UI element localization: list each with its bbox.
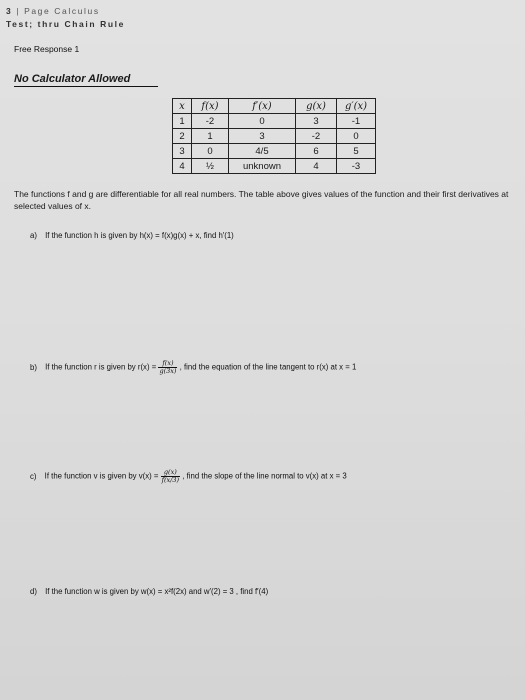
- problem-d-label: d): [30, 587, 37, 596]
- table-row: [173, 114, 376, 129]
- table-header-row: [173, 99, 376, 114]
- section-title: Free Response 1: [14, 44, 80, 54]
- table-cell: 0: [192, 144, 229, 159]
- table-cell: 1: [192, 129, 229, 144]
- table-cell: -2: [192, 114, 229, 129]
- table-cell: 3: [173, 144, 192, 159]
- fraction-denominator: f(x/3): [161, 476, 180, 484]
- page-number: 3: [6, 6, 13, 16]
- problem-c-pre: If the function v is given by v(x) =: [44, 471, 159, 481]
- fraction-numerator: f(x): [158, 360, 177, 368]
- table-cell: ½: [192, 159, 229, 174]
- table-cell: 3: [229, 129, 296, 144]
- problem-b: [30, 360, 356, 375]
- table-cell: 4: [173, 159, 192, 174]
- table-cell: 6: [296, 144, 337, 159]
- values-table: [172, 98, 376, 174]
- problem-c-post: , find the slope of the line normal to v(x) at x = 3: [182, 471, 347, 481]
- header-g-prime: g′(x): [337, 99, 376, 114]
- header-x: x: [173, 99, 192, 114]
- header-g: g(x): [296, 99, 337, 114]
- table-row: [173, 129, 376, 144]
- problem-a-text: If the function h is given by h(x) = f(x)g(x) + x, find h′(1): [45, 231, 234, 240]
- table-cell: 0: [337, 129, 376, 144]
- problem-c-label: c): [30, 471, 37, 481]
- problem-intro: The functions f and g are differentiable for all real numbers. The table above gives values of the function and their first derivatives at selected values of x.: [14, 189, 509, 211]
- table-cell: 2: [173, 129, 192, 144]
- fraction-numerator: g(x): [161, 469, 180, 477]
- problem-a-label: a): [30, 231, 37, 240]
- table-cell: 1: [173, 114, 192, 129]
- table-row: [173, 159, 376, 174]
- test-title: Test; thru Chain Rule: [6, 19, 125, 29]
- course-name: Calculus: [54, 6, 100, 16]
- table-cell: 5: [337, 144, 376, 159]
- problem-b-post: , find the equation of the line tangent to r(x) at x = 1: [179, 362, 357, 372]
- table-cell: 4: [296, 159, 337, 174]
- table-cell: 4/5: [229, 144, 296, 159]
- table-cell: -3: [337, 159, 376, 174]
- problem-c: [30, 469, 347, 484]
- header-f-prime: f′(x): [229, 99, 296, 114]
- fraction-denominator: g(3x): [159, 367, 177, 375]
- problem-d: [30, 587, 268, 596]
- problem-b-pre: If the function r is given by r(x) =: [45, 362, 157, 372]
- header-f: f(x): [192, 99, 229, 114]
- table-cell: unknown: [229, 159, 296, 174]
- table-cell: -2: [296, 129, 337, 144]
- page-header: [6, 6, 100, 16]
- table-row: [173, 144, 376, 159]
- table-cell: 3: [296, 114, 337, 129]
- no-calculator-warning: No Calculator Allowed: [14, 73, 158, 87]
- page-word: | Page: [16, 6, 51, 16]
- problem-a: [30, 231, 234, 240]
- table-cell: -1: [337, 114, 376, 129]
- problem-d-text: If the function w is given by w(x) = x²f(2x) and w′(2) = 3 , find f′(4): [45, 587, 269, 596]
- table-cell: 0: [229, 114, 296, 129]
- problem-b-label: b): [30, 362, 37, 372]
- problem-c-fraction: [161, 469, 180, 484]
- problem-b-fraction: [158, 360, 177, 375]
